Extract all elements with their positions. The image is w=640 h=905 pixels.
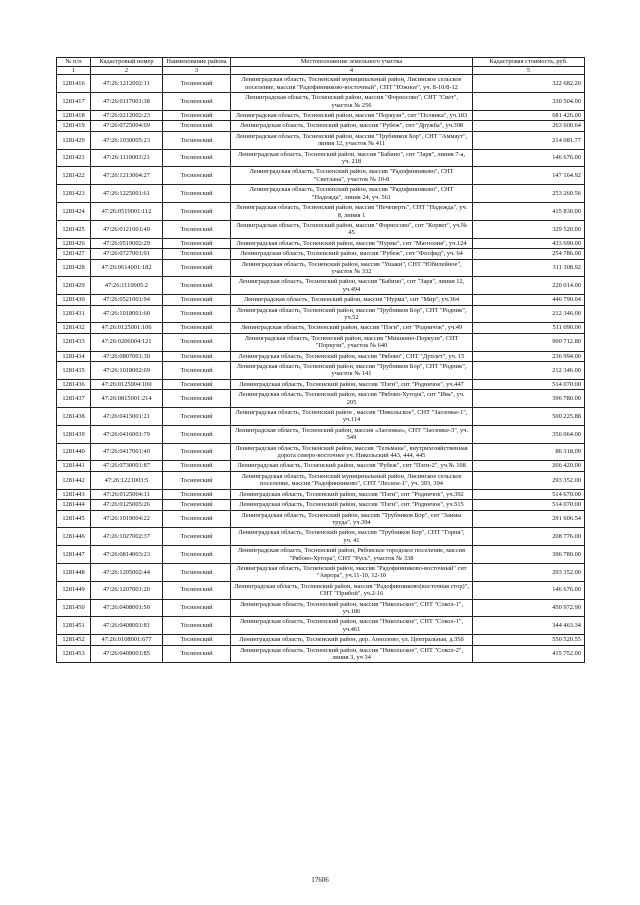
location-address: Ленинградская область, Тосненский район, массив "Ушаки", СНТ "Юбилейное", участок № 332 <box>231 259 473 277</box>
row-index: 1281422 <box>57 167 91 185</box>
location-address: Ленинградская область, Тосненский район, Рябовское городское поселение, массив "Рябово-Хутора", СНТ "Русь", участок № 338 <box>231 546 473 564</box>
cadastral-number: 47:26:0519001:112 <box>91 203 163 221</box>
row-index: 1281434 <box>57 351 91 361</box>
row-index: 1281418 <box>57 111 91 121</box>
location-address: Ленинградская область, Тосненский район, массив "Пэги", снт "Родничок", уч.447 <box>231 379 473 389</box>
location-address: Ленинградская область, Тосненский район, массив "Трубников Бор", СНТ "Родник", уч.52 <box>231 305 473 323</box>
col-number: 4 <box>231 67 473 75</box>
cadastral-value: 322 682.20 <box>473 75 585 93</box>
cadastral-value: 514 070.00 <box>473 379 585 389</box>
district-name: Тосненский <box>163 305 231 323</box>
header-district: Наименование района <box>163 58 231 67</box>
row-index: 1281417 <box>57 93 91 111</box>
cadastral-value: 212 346.00 <box>473 362 585 380</box>
location-address: Ленинградская область, Тосненский район , массив "Никольское", СНТ "Заозовье-1", уч.114 <box>231 408 473 426</box>
row-index: 1281433 <box>57 333 91 351</box>
table-row <box>57 471 585 489</box>
location-address: Ленинградская область, Тосненский район, массив «Заозовье», СНТ "Заозовье-3", уч. 549 <box>231 425 473 443</box>
table-row <box>57 645 585 663</box>
district-name: Тосненский <box>163 333 231 351</box>
row-index: 1281437 <box>57 390 91 408</box>
header-cadastral-value: Кадастровая стоимость, руб. <box>473 58 585 67</box>
row-index: 1281416 <box>57 75 91 93</box>
row-index: 1281421 <box>57 149 91 167</box>
district-name: Тосненский <box>163 220 231 238</box>
table-row <box>57 546 585 564</box>
cadastral-number: 47:26:0815001:214 <box>91 390 163 408</box>
location-address: Ленинградская область, Тосненский район, массив "Радофинниково(восточная стор)", СНТ "Прибой", уч.2-16 <box>231 581 473 599</box>
row-index: 1281438 <box>57 408 91 426</box>
cadastral-number: 47:26:1018001:60 <box>91 305 163 323</box>
table-row <box>57 295 585 305</box>
location-address: Ленинградская область, Тосненский район, массив "Бабино", снт "Заря", линия 7-а, уч. 218 <box>231 149 473 167</box>
table-row <box>57 425 585 443</box>
location-address: Ленинградская область, Тосненский район, массив "Пэги", снт "Родничок", уч.515 <box>231 500 473 510</box>
row-index: 1281425 <box>57 220 91 238</box>
table-row <box>57 220 585 238</box>
row-index: 1281449 <box>57 581 91 599</box>
cadastral-number: 47:26:1019004:22 <box>91 510 163 528</box>
cadastral-number: 47:26:0212002:23 <box>91 111 163 121</box>
table-row <box>57 249 585 259</box>
location-address: Ленинградская область, Тосненский район, массив "Тельмана", внутрихозяйственная дорога северо-восточнее уч. Никольский 443, 444, 445 <box>231 443 473 461</box>
table-row <box>57 111 585 121</box>
cadastral-number: 47:26:0521001:94 <box>91 295 163 305</box>
location-address: Ленинградская область, Тосненский район, массив "Трубников Бор", СНТ "Родник", участок № 141 <box>231 362 473 380</box>
table-row <box>57 121 585 131</box>
location-address: Ленинградская область, Тосненский район, массив "Поркузи", снт "Полянка", уч.183 <box>231 111 473 121</box>
row-index: 1281430 <box>57 295 91 305</box>
district-name: Тосненский <box>163 563 231 581</box>
header-index: № п/п <box>57 58 91 67</box>
table-header-row <box>57 58 585 67</box>
header-location: Местоположение земельного участка <box>231 58 473 67</box>
district-name: Тосненский <box>163 351 231 361</box>
cadastral-value: 212 346.00 <box>473 305 585 323</box>
district-name: Тосненский <box>163 645 231 663</box>
col-number: 2 <box>91 67 163 75</box>
location-address: Ленинградская область, Тосненский район, массив "Никольское", СНТ "Сокол-1", уч.186 <box>231 599 473 617</box>
cadastral-value: 511 090.00 <box>473 323 585 333</box>
cadastral-number: 47:26:1110003:21 <box>91 149 163 167</box>
cadastral-number: 47:26:0807001:30 <box>91 351 163 361</box>
table-row <box>57 305 585 323</box>
district-name: Тосненский <box>163 471 231 489</box>
district-name: Тосненский <box>163 581 231 599</box>
cadastral-number: 47:26:0725004:69 <box>91 121 163 131</box>
cadastral-value: 220 014.00 <box>473 277 585 295</box>
cadastral-value: 415 830.00 <box>473 203 585 221</box>
row-index: 1281447 <box>57 546 91 564</box>
cadastral-number: 47:26:1212002:11 <box>91 75 163 93</box>
table-row <box>57 185 585 203</box>
table-row <box>57 75 585 93</box>
cadastral-number: 47:26:0125001:106 <box>91 323 163 333</box>
row-index: 1281435 <box>57 362 91 380</box>
table-row <box>57 390 585 408</box>
table-row <box>57 93 585 111</box>
table-row <box>57 461 585 471</box>
header-cadastral-number: Кадастровый номер <box>91 58 163 67</box>
district-name: Тосненский <box>163 238 231 248</box>
table-row <box>57 635 585 645</box>
district-name: Тосненский <box>163 425 231 443</box>
district-name: Тосненский <box>163 528 231 546</box>
row-index: 1281444 <box>57 500 91 510</box>
row-index: 1281436 <box>57 379 91 389</box>
table-row <box>57 362 585 380</box>
table-row <box>57 167 585 185</box>
location-address: Ленинградская область, Тосненский район, массив "Бабино", снт "Заря", линия 12, уч.494 <box>231 277 473 295</box>
location-address: Ленинградская область, Тосненский район, массив "Рябово", СНТ "Дуплет", уч. 15 <box>231 351 473 361</box>
page-number: 17606 <box>311 876 329 884</box>
table-row <box>57 408 585 426</box>
cadastral-number: 47:26:0814003:23 <box>91 546 163 564</box>
district-name: Тосненский <box>163 390 231 408</box>
row-index: 1281448 <box>57 563 91 581</box>
row-index: 1281450 <box>57 599 91 617</box>
district-name: Тосненский <box>163 93 231 111</box>
cadastral-number: 47:26:0408001:50 <box>91 599 163 617</box>
district-name: Тосненский <box>163 185 231 203</box>
cadastral-value: 86 318.09 <box>473 443 585 461</box>
cadastral-value: 415 752.00 <box>473 645 585 663</box>
location-address: Ленинградская область, Тосненский район, массив "Никольское", СНТ "Сокол-2", линия 3, уч 34 <box>231 645 473 663</box>
row-index: 1281426 <box>57 238 91 248</box>
table-row <box>57 238 585 248</box>
cadastral-number: 47:26:0416001:79 <box>91 425 163 443</box>
cadastral-number: 47:26:1205002:44 <box>91 563 163 581</box>
cadastral-value: 208 776.00 <box>473 528 585 546</box>
location-address: Ленинградская область, Тосненский район, массив "Нечеперть", СНТ "Надежда", уч. 8, линия 1 <box>231 203 473 221</box>
location-address: Ленинградская область, Тосненский район, массив "Радофинниково", СНТ "Светлана", участок № 10-8 <box>231 167 473 185</box>
location-address: Ленинградская область, Тосненский район, массив "Форносово", снт "Корвет", уч.№ 45 <box>231 220 473 238</box>
row-index: 1281423 <box>57 185 91 203</box>
cadastral-value: 291 606.54 <box>473 510 585 528</box>
location-address: Ленинградская область, Тосненский район, массив "Рябово-Хутора", снт "Ива", уч. 205 <box>231 390 473 408</box>
cadastral-value: 681 426.00 <box>473 111 585 121</box>
row-index: 1281424 <box>57 203 91 221</box>
table-row <box>57 323 585 333</box>
district-name: Тосненский <box>163 379 231 389</box>
cadastral-number: 47:26:0415001:21 <box>91 408 163 426</box>
row-index: 1281428 <box>57 259 91 277</box>
cadastral-value: 356 064.00 <box>473 425 585 443</box>
row-index: 1281443 <box>57 489 91 499</box>
cadastral-number: 47:26:0417001:40 <box>91 443 163 461</box>
row-index: 1281429 <box>57 277 91 295</box>
row-index: 1281452 <box>57 635 91 645</box>
cadastral-number: 47:26:1207001:20 <box>91 581 163 599</box>
location-address: Ленинградская область, Тосненский район, массив "Форносово", СНТ "Свет", участок № 256 <box>231 93 473 111</box>
district-name: Тосненский <box>163 111 231 121</box>
table-column-numbers-row <box>57 67 585 75</box>
row-index: 1281432 <box>57 323 91 333</box>
cadastral-value: 344 463.34 <box>473 617 585 635</box>
district-name: Тосненский <box>163 599 231 617</box>
table-row <box>57 277 585 295</box>
location-address: Ленинградская область, Тосненский район, массив "Рубеж", снт "Фосфид", уч. 64 <box>231 249 473 259</box>
district-name: Тосненский <box>163 500 231 510</box>
row-index: 1281431 <box>57 305 91 323</box>
district-name: Тосненский <box>163 443 231 461</box>
row-index: 1281441 <box>57 461 91 471</box>
cadastral-value: 311 308.92 <box>473 259 585 277</box>
location-address: Ленинградская область, Тосненский район, массив "Рубеж", снт "Дружба", уч.398 <box>231 121 473 131</box>
row-index: 1281440 <box>57 443 91 461</box>
cadastral-value: 293 352.00 <box>473 563 585 581</box>
cadastral-value: 446 790.04 <box>473 295 585 305</box>
document-page <box>56 57 584 663</box>
table-row <box>57 599 585 617</box>
district-name: Тосненский <box>163 489 231 499</box>
cadastral-number: 47:26:0408001:81 <box>91 617 163 635</box>
district-name: Тосненский <box>163 149 231 167</box>
cadastral-number: 47:26:1213004:27 <box>91 167 163 185</box>
table-row <box>57 617 585 635</box>
district-name: Тосненский <box>163 259 231 277</box>
row-index: 1281446 <box>57 528 91 546</box>
table-row <box>57 379 585 389</box>
district-name: Тосненский <box>163 323 231 333</box>
district-name: Тосненский <box>163 617 231 635</box>
table-row <box>57 581 585 599</box>
cadastral-number: 47:26:0108001:677 <box>91 635 163 645</box>
row-index: 1281445 <box>57 510 91 528</box>
location-address: Ленинградская область, Тосненский район, массив "Радофинниково", СНТ "Надежда", линия 24, уч. 561 <box>231 185 473 203</box>
cadastral-value: 900 712.80 <box>473 333 585 351</box>
location-address: Ленинградская область, Тосненский муниципальный район, Лисинское сельское поселение, массив "Радофинниково-восточный", СНТ "Южное", уч. 8-10/8-12 <box>231 75 473 93</box>
cadastral-number: 47:26:0117001:38 <box>91 93 163 111</box>
cadastral-number: 47:26:0125004:100 <box>91 379 163 389</box>
row-index: 1281439 <box>57 425 91 443</box>
district-name: Тосненский <box>163 203 231 221</box>
cadastral-number: 47:26:1027002:37 <box>91 528 163 546</box>
district-name: Тосненский <box>163 408 231 426</box>
cadastral-number: 47:26:0519002:29 <box>91 238 163 248</box>
row-index: 1281427 <box>57 249 91 259</box>
location-address: Ленинградская область, Тосненский район, массив "Трубников Бор", СНТ "Аммаут", линия 12, участок № 411 <box>231 131 473 149</box>
cadastral-value: 214 081.77 <box>473 131 585 149</box>
cadastral-number: 47:26:1030005:23 <box>91 131 163 149</box>
district-name: Тосненский <box>163 75 231 93</box>
table-row <box>57 443 585 461</box>
location-address: Ленинградская область, Тосненский район, массив "Никольское", СНТ "Сокол-1", уч.461 <box>231 617 473 635</box>
location-address: Ленинградская область, Тосненский район, дер. Аннолово, ул. Центральная, д.35б <box>231 635 473 645</box>
district-name: Тосненский <box>163 635 231 645</box>
cadastral-value: 433 690.00 <box>473 238 585 248</box>
cadastral-value: 236 994.00 <box>473 351 585 361</box>
row-index: 1281451 <box>57 617 91 635</box>
cadastral-number: 47:26:0125005:26 <box>91 500 163 510</box>
cadastral-number: 47:26:0730001:87 <box>91 461 163 471</box>
table-row <box>57 259 585 277</box>
cadastral-number: 47:26:0727001:91 <box>91 249 163 259</box>
district-name: Тосненский <box>163 510 231 528</box>
cadastral-value: 263 600.64 <box>473 121 585 131</box>
table-row <box>57 500 585 510</box>
col-number: 1 <box>57 67 91 75</box>
location-address: Ленинградская область, Тосненский район, массив "Трубников Бор", снт "Заимы труда", уч.394 <box>231 510 473 528</box>
cadastral-value: 396 780.00 <box>473 546 585 564</box>
table-row <box>57 489 585 499</box>
cadastral-value: 330 504.00 <box>473 93 585 111</box>
cadastral-value: 396 780.00 <box>473 390 585 408</box>
district-name: Тосненский <box>163 277 231 295</box>
row-index: 1281442 <box>57 471 91 489</box>
location-address: Ленинградская область, Тосненский район, массив "Мишкино-Поркузи", СНТ "Поркузи", участок № 640 <box>231 333 473 351</box>
cadastral-number: 47:26:0206004:121 <box>91 333 163 351</box>
table-row <box>57 510 585 528</box>
cadastral-value: 253 260.56 <box>473 185 585 203</box>
cadastral-value: 514 670.00 <box>473 489 585 499</box>
table-row <box>57 131 585 149</box>
table-row <box>57 563 585 581</box>
cadastral-number: 47:26:0125004:11 <box>91 489 163 499</box>
district-name: Тосненский <box>163 249 231 259</box>
cadastral-number: 47:26:0409001:85 <box>91 645 163 663</box>
table-row <box>57 203 585 221</box>
location-address: Ленинградская область, Тосненский район, массив "Пэги", снт "Родничок", уч.49 <box>231 323 473 333</box>
location-address: Ленинградская область, Тосненский муниципальный район, Лисинское сельское поселение, массив "Радофинниково", СНТ "Лесное-1", уч. 393, 394 <box>231 471 473 489</box>
location-address: Ленинградская область, Тосненский район, массив "Нурма", снт "Магнолия", уч.124 <box>231 238 473 248</box>
district-name: Тосненский <box>163 461 231 471</box>
district-name: Тосненский <box>163 546 231 564</box>
table-row <box>57 149 585 167</box>
table-row <box>57 351 585 361</box>
location-address: Ленинградская область, Тосненский район, массив "Радофинниково-восточный" снт "Аврора", уч.11-10, 12-10 <box>231 563 473 581</box>
cadastral-value: 266 420.00 <box>473 461 585 471</box>
cadastral-number: 47:26:0614001:182 <box>91 259 163 277</box>
cadastral-value: 293 352.00 <box>473 471 585 489</box>
table-row <box>57 333 585 351</box>
cadastral-value: 500 225.88 <box>473 408 585 426</box>
cadastral-value: 254 786.00 <box>473 249 585 259</box>
cadastral-table <box>56 57 585 663</box>
cadastral-number: 47:26:0121001:49 <box>91 220 163 238</box>
col-number: 5 <box>473 67 585 75</box>
district-name: Тосненский <box>163 121 231 131</box>
table-row <box>57 528 585 546</box>
district-name: Тосненский <box>163 295 231 305</box>
cadastral-value: 147 164.92 <box>473 167 585 185</box>
location-address: Ленинградская область, Тосненский район, массив "Пэги", снт "Родничок", уч.392 <box>231 489 473 499</box>
district-name: Тосненский <box>163 362 231 380</box>
cadastral-number: 47:26:1225001:61 <box>91 185 163 203</box>
cadastral-value: 550 520.55 <box>473 635 585 645</box>
row-index: 1281419 <box>57 121 91 131</box>
row-index: 1281420 <box>57 131 91 149</box>
location-address: Ленинградская область, Тосненский район, массив "Нурма", снт "Мир", уч.364 <box>231 295 473 305</box>
col-number: 3 <box>163 67 231 75</box>
cadastral-value: 329 520.00 <box>473 220 585 238</box>
row-index: 1281453 <box>57 645 91 663</box>
cadastral-value: 514 070.00 <box>473 500 585 510</box>
cadastral-number: 47:26:1110005:2 <box>91 277 163 295</box>
cadastral-value: 146 676.00 <box>473 149 585 167</box>
location-address: Ленинградская область, Тосненский район, массив "Трубников Бор", СНТ "Горня", уч. 41 <box>231 528 473 546</box>
district-name: Тосненский <box>163 167 231 185</box>
table-body <box>57 75 585 663</box>
cadastral-value: 146 676.00 <box>473 581 585 599</box>
cadastral-number: 47:26:1221003:5 <box>91 471 163 489</box>
district-name: Тосненский <box>163 131 231 149</box>
cadastral-number: 47:26:1018002:69 <box>91 362 163 380</box>
cadastral-value: 450 972.90 <box>473 599 585 617</box>
location-address: Ленинградская область, Тосненский район, массив "Рубеж", снт "Пэги-2", уч.№ 108 <box>231 461 473 471</box>
